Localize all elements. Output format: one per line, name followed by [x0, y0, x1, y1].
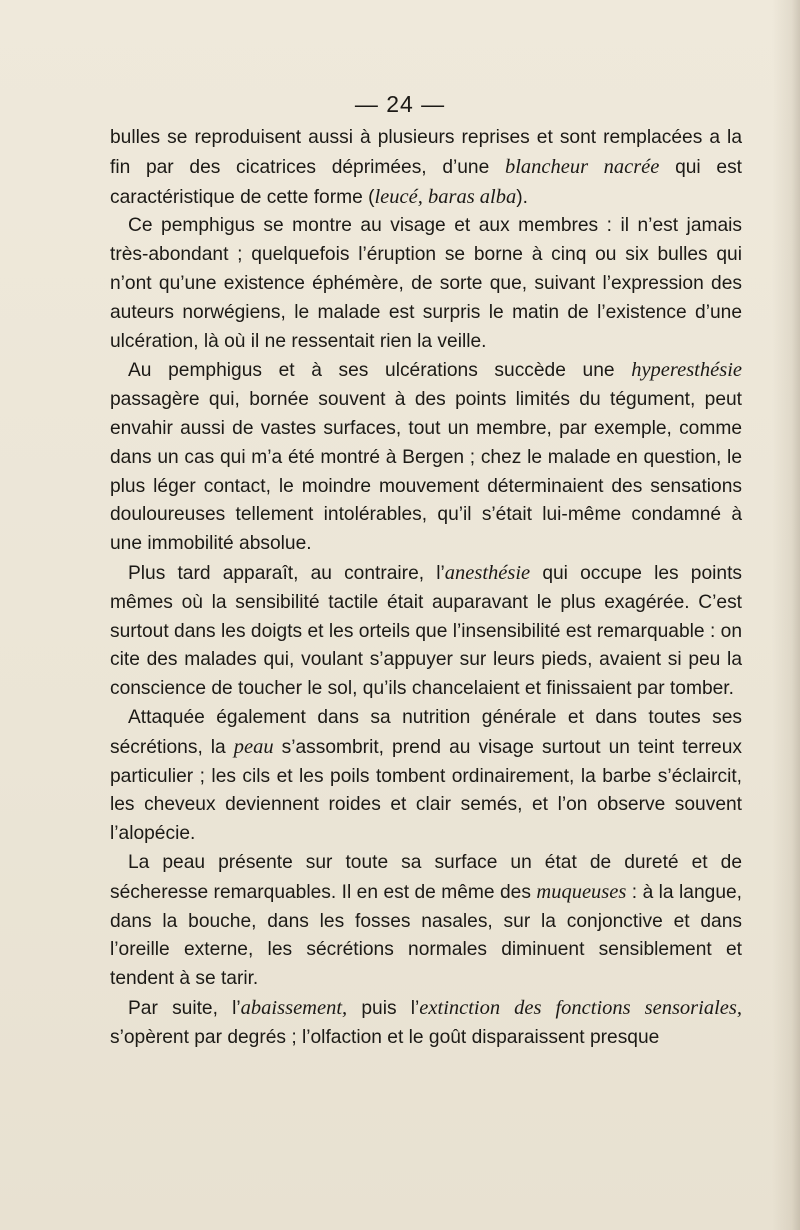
page-number: — 24 — [354, 91, 446, 117]
paragraph [110, 356, 742, 559]
text-run: qui occupe les points mêmes où la sensibilité tactile était auparavant le plus exagérée. C’est surtout dans les doigts et les orteils que l’insensibilité est remarquable : on cite des malades qui, voulant s’appuyer sur leurs pieds, avaient si peu la conscience de toucher le sol, qu’ils chancelaient et finissaient par tomber. [110, 562, 743, 700]
text-run: Au pemphigus et à ses ulcérations succède une [128, 360, 632, 382]
text-run: passagère qui, bornée souvent à des points limités du tégument, peut envahir aussi de vastes surfaces, tout un membre, par exemple, comme dans un cas qui m’a été montré à Bergen ; chez le malade en question, le plus léger contact, le moindre mouvement déterminaient des sensations douloureuses tellement intolérables, qu’il s’était lui-même condamné à une immobilité absolue. [110, 389, 742, 555]
text-run: La peau présente sur toute sa surface un état de dureté et de sécheresse remarquables. Il en est de même des [110, 851, 742, 903]
italic-term: leucé, baras alba [374, 185, 517, 208]
body-text [110, 124, 742, 1053]
italic-term: anesthésie [444, 561, 531, 584]
paragraph [110, 212, 742, 356]
text-run: s’opèrent par degrés ; l’olfaction et le goût disparaissent presque [110, 1026, 660, 1048]
italic-term: peau [233, 735, 274, 758]
italic-term: hyperesthésie [631, 359, 742, 382]
text-run: ). [516, 186, 528, 208]
text-run: qui est caractéristique de cette forme ( [110, 156, 742, 208]
text-run: Par suite, l’ [128, 997, 241, 1019]
paragraph [110, 704, 742, 849]
text-run: Attaquée également dans sa nutrition générale et dans toutes ses sécrétions, la [110, 706, 742, 758]
text-run: : à la langue, dans la bouche, dans les fosses nasales, sur la conjonctive et dans l’oreille externe, les sécrétions normales diminuent sensiblement et tendent à se tarir. [110, 881, 742, 990]
page-edge-shadow [772, 0, 800, 1230]
paragraph [110, 559, 742, 704]
text-run: bulles se reproduisent aussi à plusieurs reprises et sont remplacées a la fin par des cicatrices déprimées, d’une [110, 127, 742, 178]
paragraph [110, 994, 742, 1053]
paragraph [110, 849, 742, 994]
paragraph [110, 124, 742, 212]
text-run: s’assombrit, prend au visage surtout un teint terreux particulier ; les cils et les poils tombent ordinairement, la barbe s’éclaircit, les cheveux deviennent roides et clair semés, et l’on observe souvent l’alopécie. [110, 736, 742, 845]
italic-term: abaissement, [240, 996, 348, 1019]
text-run: Ce pemphigus se montre au visage et aux membres : il n’est jamais très-abondant ; quelquefois l’éruption se borne à cinq ou six bulles qui n’ont qu’une existence éphémère, de sorte que, suivant l’expression des auteurs norwégiens, le malade est surpris le matin de l’existence d’une ulcération, là où il ne ressentait rien la veille. [110, 215, 742, 352]
italic-term: extinction des fonctions sensoriales, [419, 996, 742, 1019]
text-run: puis l’ [347, 997, 420, 1019]
italic-term: muqueuses [536, 880, 627, 903]
italic-term: blancheur nacrée [504, 155, 660, 178]
text-run: Plus tard apparaît, au contraire, l’ [128, 562, 445, 584]
